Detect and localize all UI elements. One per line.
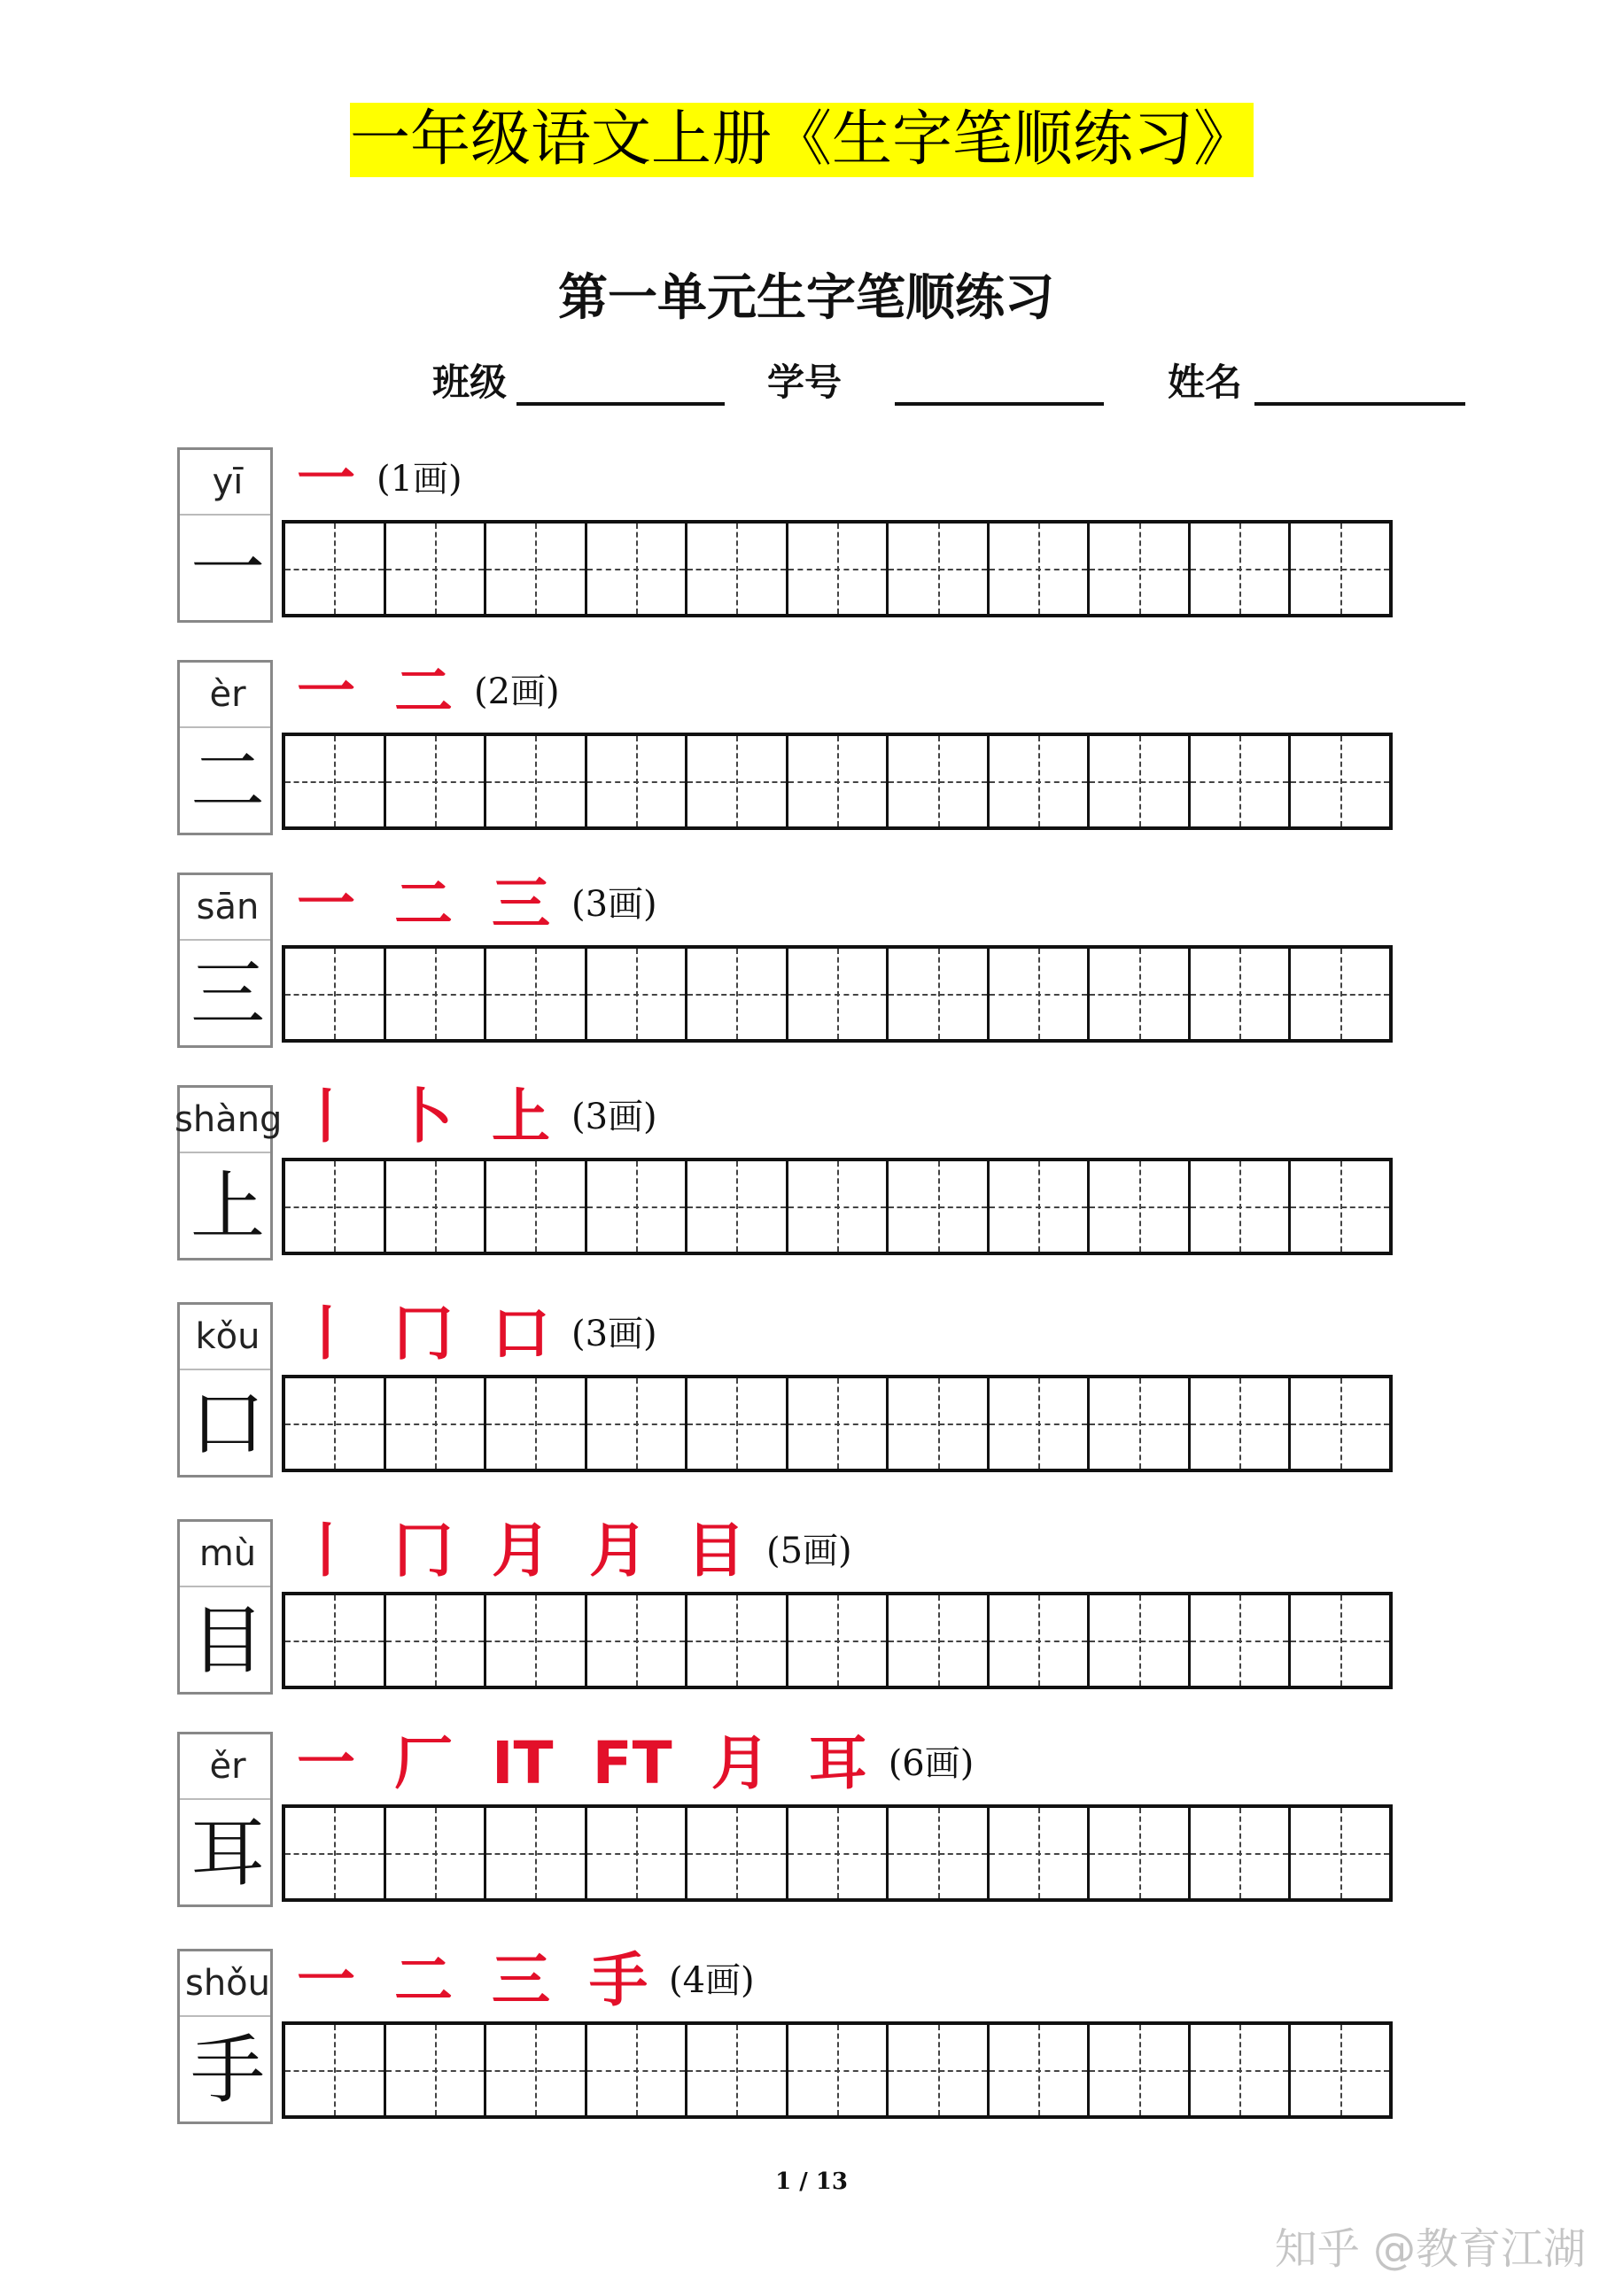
writing-cell[interactable] (587, 1595, 688, 1686)
writing-cell[interactable] (889, 1595, 990, 1686)
guide-line-vertical (1139, 1595, 1141, 1686)
stroke-order (297, 1082, 657, 1151)
character-label-box (177, 1732, 273, 1907)
writing-cell[interactable] (587, 1808, 688, 1898)
pinyin: ěr (209, 1746, 246, 1787)
name-label: 姓名 (1168, 361, 1243, 404)
writing-cell[interactable] (788, 2025, 889, 2115)
stroke-step: 厂 (394, 1729, 453, 1797)
writing-cell[interactable] (587, 949, 688, 1039)
stroke-step: 二 (394, 657, 453, 725)
writing-cell[interactable] (1291, 736, 1389, 826)
writing-cell[interactable] (889, 2025, 990, 2115)
guide-line-vertical (1340, 1378, 1342, 1469)
stroke-step: 月 (492, 1516, 550, 1585)
character-label-box (177, 873, 273, 1048)
guide-line-vertical (435, 1161, 437, 1252)
guide-line-vertical (1239, 949, 1241, 1039)
writing-cell[interactable] (1191, 1378, 1292, 1469)
guide-line-vertical (1239, 1161, 1241, 1252)
writing-cell[interactable] (1291, 524, 1389, 614)
writing-cell[interactable] (1191, 949, 1292, 1039)
writing-cell[interactable] (1090, 1808, 1191, 1898)
writing-cell[interactable] (1291, 1378, 1389, 1469)
guide-line-vertical (938, 1595, 940, 1686)
guide-line-vertical (736, 524, 738, 614)
guide-line-vertical (435, 949, 437, 1039)
model-character: 上 (190, 1163, 265, 1250)
tianzige-grid (282, 1804, 1393, 1902)
writing-cell[interactable] (386, 949, 487, 1039)
guide-line-vertical (1340, 736, 1342, 826)
stroke-step: FT (592, 1729, 672, 1797)
pinyin: shàng (175, 1099, 283, 1140)
writing-cell[interactable] (1191, 1808, 1292, 1898)
writing-cell[interactable] (386, 1378, 487, 1469)
writing-cell[interactable] (990, 2025, 1091, 2115)
guide-line-vertical (535, 1808, 537, 1898)
character-label-box (177, 660, 273, 835)
student-no-field (767, 354, 1104, 411)
writing-cell[interactable] (285, 524, 386, 614)
guide-line-vertical (334, 736, 336, 826)
guide-line-vertical (1340, 1161, 1342, 1252)
guide-line-vertical (1340, 949, 1342, 1039)
writing-cell[interactable] (1090, 949, 1191, 1039)
guide-line-vertical (837, 1161, 839, 1252)
guide-line-vertical (535, 1595, 537, 1686)
guide-line-vertical (1038, 524, 1040, 614)
writing-cell[interactable] (285, 736, 386, 826)
guide-line-vertical (636, 1595, 638, 1686)
writing-cell[interactable] (687, 1161, 788, 1252)
writing-cell[interactable] (1090, 1378, 1191, 1469)
guide-line-vertical (736, 1161, 738, 1252)
guide-line-vertical (1038, 2025, 1040, 2115)
guide-line-vertical (837, 524, 839, 614)
writing-cell[interactable] (889, 949, 990, 1039)
guide-line-vertical (938, 524, 940, 614)
character-label-box (177, 1949, 273, 2124)
model-character: 一 (190, 525, 265, 612)
guide-line-vertical (1139, 2025, 1141, 2115)
guide-line-vertical (636, 524, 638, 614)
writing-cell[interactable] (1191, 1595, 1292, 1686)
guide-line-vertical (1038, 949, 1040, 1039)
stroke-step: 丨 (297, 1082, 355, 1151)
writing-cell[interactable] (788, 736, 889, 826)
stroke-step: 上 (492, 1082, 550, 1151)
guide-line-vertical (1139, 524, 1141, 614)
pinyin: shǒu (184, 1963, 270, 2004)
writing-cell[interactable] (386, 736, 487, 826)
writing-cell[interactable] (486, 1378, 587, 1469)
writing-cell[interactable] (1191, 2025, 1292, 2115)
stroke-step: 二 (394, 1946, 453, 2014)
writing-cell[interactable] (1090, 1161, 1191, 1252)
guide-line-vertical (334, 1808, 336, 1898)
guide-line-vertical (1239, 1378, 1241, 1469)
guide-line-vertical (837, 949, 839, 1039)
writing-cell[interactable] (990, 524, 1091, 614)
stroke-step: 三 (492, 870, 550, 938)
stroke-step: 目 (687, 1516, 745, 1585)
writing-cell[interactable] (788, 1595, 889, 1686)
stroke-step: 一 (297, 445, 355, 513)
stroke-step: 一 (297, 870, 355, 938)
writing-cell[interactable] (990, 1595, 1091, 1686)
writing-cell[interactable] (990, 1378, 1091, 1469)
writing-cell[interactable] (386, 1595, 487, 1686)
writing-cell[interactable] (1291, 1808, 1389, 1898)
writing-cell[interactable] (587, 736, 688, 826)
guide-line-vertical (1139, 736, 1141, 826)
guide-line-vertical (1239, 1808, 1241, 1898)
writing-cell[interactable] (386, 1808, 487, 1898)
writing-cell[interactable] (990, 736, 1091, 826)
stroke-order (297, 657, 560, 725)
stroke-step: 一 (297, 657, 355, 725)
writing-cell[interactable] (285, 1595, 386, 1686)
guide-line-vertical (535, 2025, 537, 2115)
stroke-step: 一 (297, 1729, 355, 1797)
guide-line-vertical (736, 1595, 738, 1686)
writing-cell[interactable] (1090, 1595, 1191, 1686)
guide-line-vertical (1038, 1378, 1040, 1469)
guide-line-vertical (435, 1595, 437, 1686)
guide-line-vertical (938, 949, 940, 1039)
writing-cell[interactable] (788, 1161, 889, 1252)
stroke-step: 耳 (808, 1729, 867, 1797)
guide-line-vertical (1340, 1595, 1342, 1686)
writing-cell[interactable] (587, 524, 688, 614)
writing-cell[interactable] (1090, 736, 1191, 826)
stroke-order (297, 870, 657, 938)
pinyin: èr (209, 674, 246, 715)
pinyin: kǒu (195, 1316, 260, 1357)
sheet-title: 第一单元生字笔顺练习 (558, 268, 1054, 327)
model-character: 二 (190, 738, 265, 825)
writing-cell[interactable] (687, 949, 788, 1039)
writing-cell[interactable] (889, 736, 990, 826)
model-character: 口 (190, 1380, 265, 1467)
guide-line-vertical (334, 949, 336, 1039)
label-divider (180, 1798, 270, 1800)
name-line[interactable] (1254, 402, 1465, 406)
stroke-count: (4画) (669, 1960, 755, 2001)
character-label-box (175, 1085, 283, 1260)
guide-line-vertical (636, 1808, 638, 1898)
model-character: 三 (190, 950, 265, 1037)
guide-line-vertical (736, 949, 738, 1039)
writing-cell[interactable] (386, 524, 487, 614)
writing-cell[interactable] (990, 1161, 1091, 1252)
writing-cell[interactable] (486, 949, 587, 1039)
writing-cell[interactable] (486, 524, 587, 614)
stroke-count: (6画) (888, 1743, 975, 1784)
writing-cell[interactable] (1090, 524, 1191, 614)
writing-cell[interactable] (687, 1378, 788, 1469)
character-label-box (177, 447, 273, 623)
label-divider (180, 514, 270, 516)
writing-cell[interactable] (587, 1378, 688, 1469)
model-character: 耳 (190, 1810, 265, 1897)
writing-cell[interactable] (1291, 1595, 1389, 1686)
writing-cell[interactable] (587, 2025, 688, 2115)
writing-cell[interactable] (889, 1161, 990, 1252)
stroke-order (297, 1299, 657, 1368)
guide-line-vertical (535, 524, 537, 614)
tianzige-grid (282, 945, 1393, 1043)
character-label-box (177, 1519, 273, 1695)
guide-line-vertical (938, 1808, 940, 1898)
writing-cell[interactable] (285, 2025, 386, 2115)
guide-line-vertical (334, 524, 336, 614)
practice-row (175, 1082, 1400, 1271)
guide-line-vertical (535, 1161, 537, 1252)
stroke-step: 二 (394, 870, 453, 938)
tianzige-grid (282, 1158, 1393, 1255)
guide-line-vertical (1139, 1378, 1141, 1469)
writing-cell[interactable] (788, 524, 889, 614)
guide-line-vertical (837, 1808, 839, 1898)
guide-line-vertical (535, 949, 537, 1039)
writing-cell[interactable] (285, 1161, 386, 1252)
guide-line-vertical (1038, 1595, 1040, 1686)
stroke-count: (2画) (474, 671, 560, 712)
stroke-step: 冂 (394, 1516, 453, 1585)
stroke-order (297, 1516, 852, 1585)
guide-line-vertical (1239, 1595, 1241, 1686)
guide-line-vertical (1038, 1161, 1040, 1252)
writing-cell[interactable] (285, 1378, 386, 1469)
stroke-step: 口 (492, 1299, 550, 1368)
writing-cell[interactable] (1291, 2025, 1389, 2115)
practice-row (177, 447, 1400, 633)
stroke-count: (1画) (377, 459, 462, 500)
watermark: 知乎 @教育江湖 (1274, 2224, 1586, 2274)
guide-line-vertical (636, 949, 638, 1039)
guide-line-vertical (736, 1808, 738, 1898)
class-label: 班级 (432, 361, 508, 404)
writing-cell[interactable] (386, 2025, 487, 2115)
stroke-step: 一 (297, 1946, 355, 2014)
tianzige-grid (282, 733, 1393, 830)
writing-cell[interactable] (486, 1595, 587, 1686)
pinyin: mù (198, 1533, 257, 1574)
stroke-step: 手 (589, 1946, 648, 2014)
guide-line-vertical (1239, 736, 1241, 826)
stroke-order (297, 447, 462, 511)
guide-line-vertical (938, 1161, 940, 1252)
guide-line-vertical (1139, 949, 1141, 1039)
practice-row (177, 1729, 1400, 1918)
writing-cell[interactable] (1191, 524, 1292, 614)
page-number: 1 / 13 (775, 2168, 848, 2195)
guide-line-vertical (535, 736, 537, 826)
writing-cell[interactable] (1191, 1161, 1292, 1252)
practice-row (177, 1946, 1400, 2135)
guide-line-vertical (736, 736, 738, 826)
stroke-order (297, 1729, 975, 1797)
guide-line-vertical (736, 1378, 738, 1469)
character-label-box (177, 1302, 273, 1478)
writing-cell[interactable] (687, 1808, 788, 1898)
guide-line-vertical (334, 1595, 336, 1686)
writing-cell[interactable] (788, 949, 889, 1039)
writing-cell[interactable] (990, 949, 1091, 1039)
stroke-order (297, 1946, 755, 2014)
writing-cell[interactable] (285, 949, 386, 1039)
guide-line-vertical (837, 2025, 839, 2115)
writing-cell[interactable] (486, 736, 587, 826)
guide-line-vertical (334, 2025, 336, 2115)
name-field (1168, 354, 1465, 411)
writing-cell[interactable] (1090, 2025, 1191, 2115)
writing-cell[interactable] (788, 1808, 889, 1898)
writing-cell[interactable] (285, 1808, 386, 1898)
writing-cell[interactable] (386, 1161, 487, 1252)
stroke-count: (5画) (766, 1531, 852, 1571)
student-no-line[interactable] (895, 402, 1104, 406)
stroke-step: 冂 (394, 1299, 453, 1368)
label-divider (180, 1586, 270, 1587)
writing-cell[interactable] (687, 524, 788, 614)
class-line[interactable] (516, 402, 725, 406)
class-field (432, 354, 725, 411)
tianzige-grid (282, 1592, 1393, 1689)
guide-line-vertical (1239, 524, 1241, 614)
writing-cell[interactable] (990, 1808, 1091, 1898)
guide-line-vertical (1340, 1808, 1342, 1898)
stroke-step: 月 (589, 1516, 648, 1585)
writing-cell[interactable] (889, 1808, 990, 1898)
banner-title: 一年级语文上册《生字笔顺练习》 (350, 103, 1254, 177)
writing-cell[interactable] (687, 736, 788, 826)
label-divider (180, 939, 270, 941)
guide-line-vertical (334, 1161, 336, 1252)
stroke-count: (3画) (571, 1097, 657, 1137)
guide-line-vertical (837, 736, 839, 826)
stroke-count: (3画) (571, 1314, 657, 1354)
writing-cell[interactable] (587, 1161, 688, 1252)
practice-row (177, 1299, 1400, 1488)
model-character: 目 (190, 1597, 265, 1684)
guide-line-vertical (435, 1378, 437, 1469)
writing-cell[interactable] (486, 1808, 587, 1898)
practice-row (177, 1516, 1400, 1705)
label-divider (180, 1152, 270, 1153)
guide-line-vertical (837, 1378, 839, 1469)
guide-line-vertical (334, 1378, 336, 1469)
guide-line-vertical (636, 736, 638, 826)
guide-line-vertical (938, 1378, 940, 1469)
writing-cell[interactable] (687, 1595, 788, 1686)
guide-line-vertical (1340, 524, 1342, 614)
tianzige-grid (282, 520, 1393, 617)
practice-row (177, 870, 1400, 1059)
guide-line-vertical (435, 1808, 437, 1898)
stroke-step: 月 (711, 1729, 770, 1797)
guide-line-vertical (1139, 1161, 1141, 1252)
guide-line-vertical (435, 524, 437, 614)
stroke-step: 卜 (394, 1082, 453, 1151)
guide-line-vertical (1340, 2025, 1342, 2115)
guide-line-vertical (736, 2025, 738, 2115)
stroke-step: 丨 (297, 1299, 355, 1368)
writing-cell[interactable] (1191, 736, 1292, 826)
guide-line-vertical (636, 1378, 638, 1469)
writing-cell[interactable] (889, 1378, 990, 1469)
pinyin: yī (212, 462, 244, 502)
stroke-step: 丨 (297, 1516, 355, 1585)
guide-line-vertical (636, 2025, 638, 2115)
guide-line-vertical (837, 1595, 839, 1686)
writing-cell[interactable] (1291, 1161, 1389, 1252)
tianzige-grid (282, 1375, 1393, 1472)
writing-cell[interactable] (889, 524, 990, 614)
guide-line-vertical (535, 1378, 537, 1469)
guide-line-vertical (1239, 2025, 1241, 2115)
model-character: 手 (190, 2027, 265, 2114)
tianzige-grid (282, 2021, 1393, 2119)
label-divider (180, 2015, 270, 2017)
writing-cell[interactable] (788, 1378, 889, 1469)
stroke-count: (3画) (571, 884, 657, 925)
guide-line-vertical (435, 2025, 437, 2115)
writing-cell[interactable] (687, 2025, 788, 2115)
practice-row (177, 657, 1400, 846)
stroke-step: 三 (492, 1946, 550, 2014)
guide-line-vertical (1038, 736, 1040, 826)
writing-cell[interactable] (486, 1161, 587, 1252)
writing-cell[interactable] (1291, 949, 1389, 1039)
label-divider (180, 1369, 270, 1370)
label-divider (180, 726, 270, 728)
guide-line-vertical (938, 2025, 940, 2115)
guide-line-vertical (1038, 1808, 1040, 1898)
stroke-step: IT (492, 1729, 554, 1797)
guide-line-vertical (636, 1161, 638, 1252)
guide-line-vertical (435, 736, 437, 826)
guide-line-vertical (938, 736, 940, 826)
pinyin: sān (196, 887, 260, 927)
guide-line-vertical (1139, 1808, 1141, 1898)
student-no-label: 学号 (767, 361, 843, 404)
writing-cell[interactable] (486, 2025, 587, 2115)
